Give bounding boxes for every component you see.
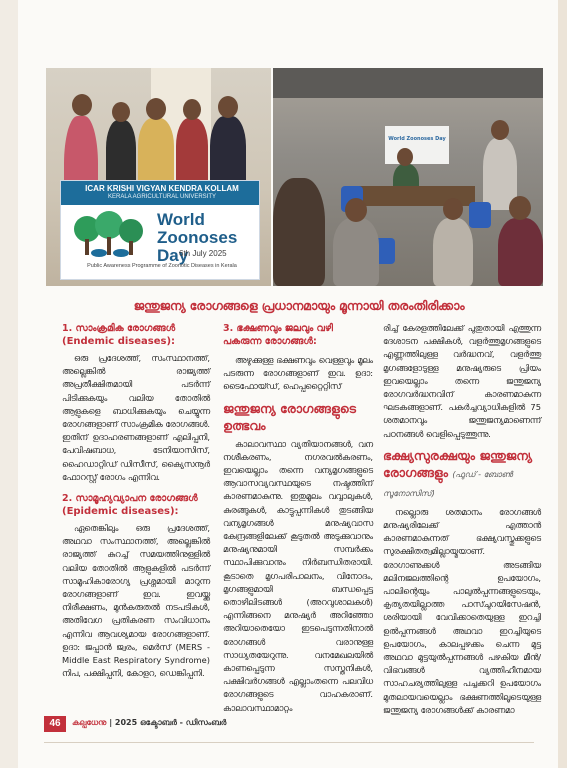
page-footer	[18, 712, 558, 736]
photo-person	[433, 218, 473, 286]
section-subheading: (Epidemic diseases):	[62, 506, 179, 518]
banner-programme: Public Awareness Programme of Zoonotic Diseases in Kerala	[87, 263, 237, 269]
photo-person	[138, 118, 174, 188]
page-margin-strip	[0, 0, 18, 768]
photo-person-head	[146, 98, 166, 120]
article-headline: ജന്തുജന്യ രോഗങ്ങളെ പ്രധാനമായും മൂന്നായി തരംതിരിക്കാം	[133, 298, 465, 313]
section-heading: 2. സാമൂഹ്യവ്യാപന രോഗങ്ങൾ	[62, 493, 198, 505]
banner-university: KERALA AGRICULTURAL UNIVERSITY	[107, 194, 217, 200]
photo-person-head	[491, 120, 509, 140]
section-body: കാലാവസ്ഥാ വ്യതിയാനങ്ങൾ, വന നശീകരണം, നഗരവൽകരണം, ഇവയെല്ലാം തന്നെ വന്യമൃഗങ്ങളുടെ ആവാസവ്യവസ്ഥയുടെ നഷ്ടത്തിന് കാരണമാകുന്നു. ഇതുമൂലം വവ്വാലുകൾ, കുരങ്ങുകൾ, കാട്ടുപ്പന്നികൾ തുടങ്ങിയ വന്യമൃഗങ്ങൾ മനുഷ്യവാസ കേന്ദ്രങ്ങളിലേക്ക് കൂടുതൽ അടുക്കുവാനും മനുഷ്യനുമായി സമ്പർക്കം സ്ഥാപിക്കുവാനും നിർബന്ധിതരായി. കൂടാതെ മൃഗപരിപാലനം, വിനോദം, മൃഗങ്ങളുമായി ബന്ധപ്പെട്ട തൊഴിലിടങ്ങൾ (അറവുശാലകൾ) എന്നിങ്ങനെ മനുഷ്യർ അറിഞ്ഞോ അറിയാതെയോ ഇടപെടുന്നതിനാൽ രോഗങ്ങൾ വരാനുള്ള സാധ്യതയേറുന്നു. വനമേഖലയിൽ കാണപ്പെടുന്ന സസ്തനികൾ, പക്ഷിവർഗങ്ങൾ എല്ലാംതന്നെ പലവിധ രോഗങ്ങളുടെ വാഹകരാണ്. കാലാവസ്ഥാമാറ്റം	[223, 438, 373, 713]
section-heading: 1. സാംക്രമിക രോഗങ്ങൾ	[62, 323, 176, 334]
section-heading: 3. ഭക്ഷണവും ജലവും വഴി പകരുന്ന രോഗങ്ങൾ:	[223, 323, 333, 347]
photo-person-head	[397, 148, 413, 166]
page-number: 46	[44, 716, 66, 732]
photo-person-head	[345, 198, 367, 222]
section-body: ഒരു പ്രദേശത്ത്, സംസ്ഥാനത്ത്, അല്ലെങ്കിൽ രാജ്യത്ത് അപ്രതീക്ഷിതമായി പടർന്ന് പിടിക്കുകയും വലിയ തോതിൽ ആളുകളെ ബാധിക്കുകയും ചെയ്യുന്ന രോഗങ്ങളാണ് സാംക്രമിക രോഗങ്ങൾ. ഇതിന് ഉദാഹരണങ്ങളാണ് എലിപ്പനി, പേവിഷബാധ, ടേനിയാസിസ്, ഹൈഡാറ്റിഡ് ഡിസീസ്, ക്യൈസനൂർ ഫോറസ്റ്റ് രോഗം എന്നിവ.	[62, 353, 210, 482]
text-column-2	[223, 322, 373, 715]
section-body: ഏതെങ്കിലും ഒരു പ്രദേശത്ത്, അഥവാ സംസ്ഥാനത്ത്, അല്ലെങ്കിൽ രാജ്യത്ത് കുറച്ച് സമയത്തിനുള്ളിൽ വലിയ തോതിൽ ആളുകളിൽ പടർന്ന് സാമൂഹികാരോഗ്യ പ്രശ്നമായി മാറുന്ന രോഗങ്ങളാണ് ഇവ. ഇവയ്ക്കു നിരീക്ഷണം, മുൻകരുതൽ നടപടികൾ, അതിവേഗ പ്രതികരണ സംവിധാനം എന്നിവ ആവശ്യമായ രോഗങ്ങളാണ്. ഉദാ: ജപ്പാൻ ജ്വരം, മെർസ് (MERS - Middle East Respiratory Syndrome) നിപ, പക്ഷിപ്പനി, കോളറ, ഡെങ്കിപ്പനി.	[62, 523, 210, 679]
photo-person-head	[218, 96, 238, 118]
section-heading-large: ജന്തുജന്യ രോഗങ്ങളുടെ ഉത്ഭവം	[223, 400, 357, 433]
photo-person-head	[509, 196, 531, 220]
event-photo-group	[46, 68, 271, 286]
banner-date: 6th July 2025	[179, 249, 227, 258]
photo-person-head	[72, 94, 92, 116]
magazine-brand: കല്പധേനു	[72, 718, 107, 727]
board-text: World Zoonoses Day	[388, 136, 446, 142]
magazine-page	[18, 0, 558, 768]
banner-tree-logo	[69, 211, 149, 259]
magazine-line	[72, 718, 226, 728]
world-zoonoses-day-banner	[60, 180, 260, 280]
section-heading-large	[383, 447, 541, 502]
photo-roof	[273, 68, 543, 98]
section-subheading: (Endemic diseases):	[62, 336, 176, 347]
section-body: നല്ലൊരു ശതമാനം രോഗങ്ങൾ മനുഷ്യരിലേക്ക് എത്താൻ കാരണമാകുന്നത് ഭക്ഷ്യവസ്തുക്കളുടെ സുരക്ഷിതത്വമില്ലായ്മയാണ്. രോഗാണുക്കൾ അടങ്ങിയ മലിനജലത്തിന്റെ ഉപയോഗം, പാലിന്റെയും പാലുൽപ്പന്നങ്ങളുടെയും, കൃത്യതയില്ലാത്ത പാസ്ചുറയിസേഷൻ, ശരിയായി വേവിക്കാതെയുള്ള ഇറച്ചി ഉൽപ്പന്നങ്ങൾ അഥവാ ഇറച്ചിയുടെ ഉപയോഗം, കാലപ്പഴക്കം ചെന്ന മുട്ട അഥവാ മുട്ടയുൽപ്പന്നങ്ങൾ പഴകിയ മീൻ/വിഭവങ്ങൾ വ്യത്തിഹീനമായ സാഹചര്യത്തിലുള്ള പച്ചക്കറി ഉപയോഗം മുതലായവയെല്ലാം ഭക്ഷണത്തിലൂടെയുള്ള ജന്തുജന്യ രോഗങ്ങൾക്ക് കാരണമാ	[383, 506, 541, 715]
photo-person	[498, 218, 543, 286]
photo-board	[385, 126, 449, 164]
event-photo-audience	[273, 68, 543, 286]
section-heading-text: ഭക്ഷ്യസുരക്ഷയും ജന്തുജന്യ രോഗങ്ങളും	[383, 447, 533, 480]
section-heading-note: (ഫുഡ് - ബോൺ സൂനോസിസ്)	[383, 469, 513, 498]
photo-chair	[469, 202, 491, 228]
section-body: അഴുക്കുള്ള ഭക്ഷണവും വെള്ളവും മൂലം പടരുന്ന രോഗങ്ങളാണ് ഇവ. ഉദാ: ടൈഫോയ്ഡ്, ഹെപ്പറ്റൈറ്റിസ്	[223, 355, 373, 392]
photo-person-head	[183, 99, 201, 120]
banner-organisation: ICAR KRISHI VIGYAN KENDRA KOLLAM	[85, 184, 239, 193]
photo-person-head	[112, 102, 130, 122]
photo-person	[176, 118, 208, 188]
text-column-1	[62, 322, 210, 680]
footer-rule	[44, 742, 534, 743]
section-body: രിച്ച് കേരളത്തിലേക്ക് പുതുതായി എത്തുന്ന ദേശാടന പക്ഷികൾ, വളർത്തുമൃഗങ്ങളുടെ എണ്ണത്തിലുള്ള വർദ്ധനവ്, വളർത്തു മൃഗങ്ങളോടുള്ള മനുഷ്യരുടെ പ്രിയം ഇവയെല്ലാം തന്നെ ജന്തുജന്യ രോഗവർദ്ധനവിന് കാരണമാകുന്ന ഘടകങ്ങളാണ്. പകർച്ചവ്യാധികളിൽ 75 ശതമാനവും ജന്തുജന്യമാണെന്ന് പഠനങ്ങൾ വെളിപ്പെടുത്തുന്നു.	[383, 323, 541, 439]
text-column-3	[383, 322, 541, 717]
photo-person	[333, 218, 379, 286]
magazine-issue: | 2025 ഒക്ടോബർ - ഡിസംബർ	[109, 718, 227, 727]
banner-title: World Zoonoses Day	[157, 210, 238, 265]
photo-person	[273, 178, 325, 286]
photo-person-head	[443, 198, 463, 220]
